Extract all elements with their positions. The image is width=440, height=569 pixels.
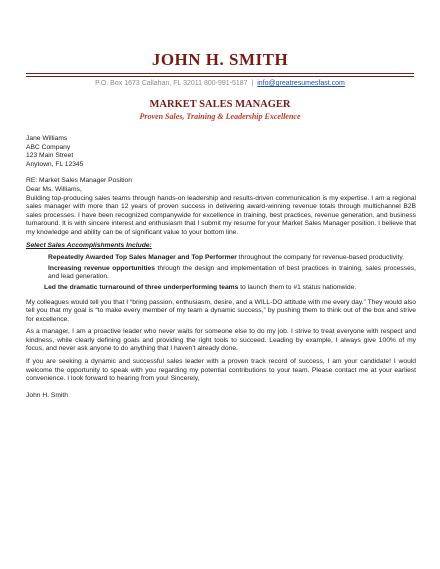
intro-paragraph: Building top-producing sales teams through hands-on leadership and results-driven communication is my expertise. I am a regional sales manager with more than 12 years of proven success in delivering award-winning revenue totals through multichannel B2B sales processes. I have been recognized companywide for excellence in training, best practices, revenue generation, and business turnaround. It is with sincere interest and enthusiasm that I submit my resume for your Market Sales Manager position. I believe that my knowledge and ability can be of significant value to your bottom line. <box>26 194 416 236</box>
recipient-line: ABC Company <box>26 143 71 151</box>
header-rule-bottom <box>26 76 414 77</box>
applicant-name: JOHN H. SMITH <box>151 50 289 69</box>
manager-paragraph: As a manager, I am a proactive leader who never waits for someone else to do my job. I strive to treat everyone with respect and kindness, while clearly defining goals and providing the right tools to succeed. Leading by example, I always give 100% of my focus, and never ask anyone to do anything that I haven’t already done. <box>26 328 416 353</box>
header-rule-top <box>26 73 414 74</box>
accomplishment-highlight: Repeatedly Awarded Top Sales Manager and Top Performer <box>48 254 237 262</box>
re-line: RE: Market Sales Manager Position <box>26 177 132 185</box>
signature: John H. Smith <box>26 391 68 399</box>
recipient-line: Anytown, FL 12345 <box>26 160 84 168</box>
accomplishment-highlight: Led the dramatic turnaround of three underperforming teams <box>44 283 239 291</box>
tagline: Proven Sales, Training & Leadership Excellence <box>139 112 301 121</box>
recipient-line: Jane Williams <box>26 135 68 142</box>
accomplishment-detail: through the design and implementation of best practices in training, sales processes, and lead generation. <box>48 264 416 281</box>
accomplishment-detail: throughout the company for revenue-based productivity. <box>236 254 405 262</box>
accomplishments-title: Select Sales Accomplishments Include: <box>26 241 152 249</box>
contact-address: P.O. Box 1673 Callahan, FL 32011 800-991-5187 <box>95 80 248 87</box>
email-link[interactable]: info@greatresumesfast.com <box>257 80 345 87</box>
list-item <box>48 265 416 282</box>
accomplishment-highlight: Increasing revenue opportunities <box>48 264 155 272</box>
letter-body <box>26 135 416 400</box>
salutation: Dear Ms. Williams, <box>26 185 82 193</box>
accomplishment-detail: to launch them to #1 status nationwide. <box>238 283 357 291</box>
colleagues-paragraph: My colleagues would tell you that I “bring passion, enthusiasm, desire, and a WILL-DO attitude with me every day.” They would also tell you that my goal is “to make every member of my team a dynamic success,” by pushing them to think out of the box and strive for excellence. <box>26 298 416 323</box>
recipient-line: 123 Main Street <box>26 152 74 160</box>
position-title: MARKET SALES MANAGER <box>149 99 291 110</box>
closing-paragraph: If you are seeking a dynamic and successful sales leader with a proven track record of success, I am your candidate! I would welcome the opportunity to speak with you regarding my potential contributions to your team. Please contact me at your earliest convenience. I look forward to hearing from you! Sincerely, <box>26 358 416 383</box>
list-item <box>48 254 416 263</box>
contact-line: P.O. Box 1673 Callahan, FL 32011 800-991-5187 | info@greatresumesfast.com <box>95 80 345 87</box>
list-item <box>44 284 416 293</box>
accomplishments-list <box>26 254 416 292</box>
